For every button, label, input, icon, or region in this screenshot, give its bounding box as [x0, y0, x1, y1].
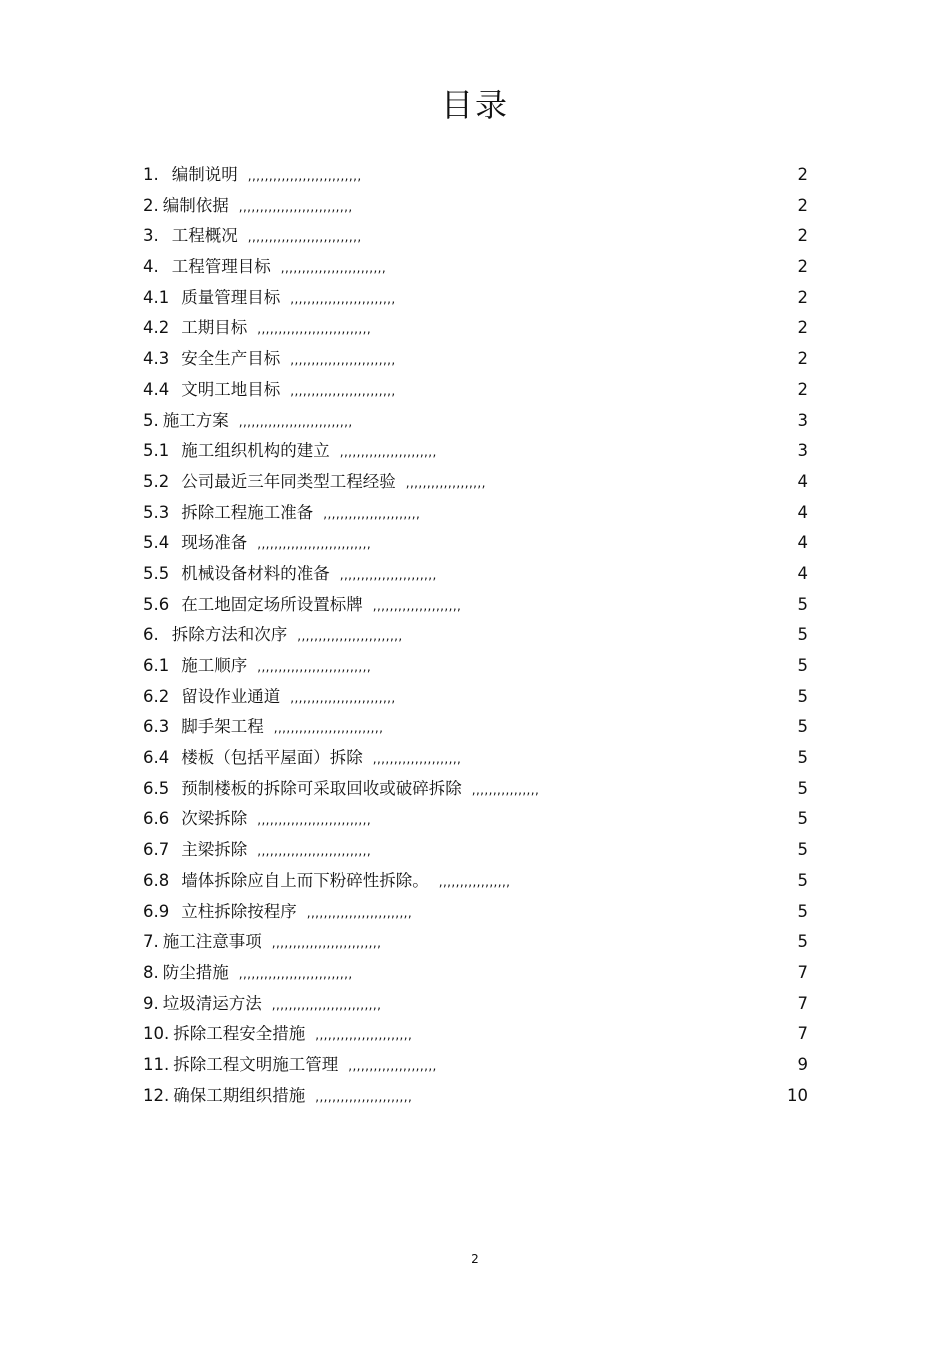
toc-entry-leader: ,,,,,,,,,,,,,,,,,,,,,,,,,,,: [247, 230, 362, 245]
toc-entry-number: 12.: [143, 1085, 170, 1105]
toc-entry-page: 4: [797, 533, 808, 553]
toc-entry-title: 楼板（包括平屋面）拆除: [181, 748, 363, 768]
toc-entry-leader: ,,,,,,,,,,,,,,,,,,,,,,,,,,,: [257, 322, 372, 337]
toc-entry-number: 6.6: [143, 809, 170, 829]
toc-entry-page: 5: [797, 901, 808, 921]
toc-entry-leader: ,,,,,,,,,,,,,,,,,,,,,,,,,,,: [238, 414, 353, 429]
toc-entry-leader: ,,,,,,,,,,,,,,,,,,,,,,,,,: [290, 353, 396, 368]
toc-entry[interactable]: [143, 712, 808, 743]
toc-entry-title: 工期目标: [181, 318, 248, 338]
toc-entry-page: 5: [797, 594, 808, 614]
toc-entry-number: 4.1: [143, 287, 170, 307]
toc-entry[interactable]: [143, 1050, 808, 1081]
toc-entry-title: 文明工地目标: [181, 379, 281, 399]
toc-entry-number: 6.8: [143, 870, 170, 890]
toc-entry-title: 公司最近三年同类型工程经验: [181, 471, 396, 491]
toc-entry-title: 立柱拆除按程序: [181, 901, 297, 921]
toc-entry[interactable]: [143, 160, 808, 191]
toc-entry-page: 5: [797, 717, 808, 737]
toc-entry-title: 施工方案: [162, 410, 229, 430]
toc-entry-page: 9: [797, 1054, 808, 1074]
toc-entry-number: 6.2: [143, 686, 170, 706]
toc-entry[interactable]: [143, 927, 808, 958]
toc-entry[interactable]: [143, 774, 808, 805]
toc-entry-leader: ,,,,,,,,,,,,,,,,,,,,,,,: [339, 567, 437, 582]
toc-entry-leader: ,,,,,,,,,,,,,,,,,,,,,,,,,: [306, 905, 413, 920]
toc-entry-page: 4: [797, 563, 808, 583]
toc-entry-title: 次梁拆除: [181, 809, 248, 829]
toc-entry-number: 6.7: [143, 840, 170, 860]
toc-entry-title: 编制说明: [171, 165, 238, 184]
toc-entry-page: 5: [797, 656, 808, 675]
toc-entry-page: 5: [797, 870, 808, 890]
toc-entry-number: 9.: [143, 993, 159, 1013]
toc-entry-leader: ,,,,,,,,,,,,,,,,,,,,,,,,,: [290, 383, 396, 398]
toc-entry-page: 5: [797, 809, 808, 829]
toc-entry-page: 3: [797, 410, 808, 430]
toc-entry-number: 5.1: [143, 441, 170, 461]
toc-entry[interactable]: [143, 221, 808, 252]
toc-entry-number: 6.9: [143, 901, 170, 921]
toc-entry[interactable]: [143, 835, 808, 866]
toc-entry-leader: ,,,,,,,,,,,,,,,,,,,,,: [348, 1058, 437, 1073]
toc-entry[interactable]: [143, 620, 808, 651]
toc-entry-leader: ,,,,,,,,,,,,,,,,,,,,,,,: [339, 445, 437, 460]
toc-entry[interactable]: [143, 1019, 808, 1050]
toc-entry-leader: ,,,,,,,,,,,,,,,,: [471, 782, 540, 797]
toc-entry-number: 11.: [143, 1054, 170, 1074]
toc-entry-page: 4: [797, 502, 808, 522]
toc-entry-leader: ,,,,,,,,,,,,,,,,,,,,,,,,,,: [271, 936, 382, 951]
toc-entry-title: 在工地固定场所设置标牌: [181, 594, 363, 614]
toc-entry-number: 6.: [143, 625, 159, 645]
toc-entry-title: 防尘措施: [162, 962, 229, 982]
toc-entry-number: 4.3: [143, 349, 170, 369]
toc-entry-title: 施工顺序: [181, 656, 248, 675]
toc-entry-title: 墙体拆除应自上而下粉碎性拆除。: [181, 870, 429, 890]
toc-entry-title: 确保工期组织措施: [173, 1085, 306, 1105]
toc-entry[interactable]: [143, 436, 808, 467]
toc-entry[interactable]: [143, 866, 808, 897]
toc-entry-number: 5.4: [143, 533, 170, 553]
toc-entry-leader: ,,,,,,,,,,,,,,,,,: [438, 874, 511, 889]
toc-entry-page: 2: [797, 195, 808, 215]
toc-entry-number: 5.2: [143, 471, 170, 491]
toc-entry-page: 2: [797, 379, 808, 399]
toc-entry-leader: ,,,,,,,,,,,,,,,,,,,,,,,,,: [297, 629, 403, 644]
toc-entry[interactable]: [143, 989, 808, 1020]
toc-entry-page: 7: [797, 1024, 808, 1044]
toc-entry-title: 质量管理目标: [181, 287, 281, 307]
toc-entry-leader: ,,,,,,,,,,,,,,,,,,,,,: [372, 752, 462, 767]
toc-entry[interactable]: [143, 804, 808, 835]
toc-entry-leader: ,,,,,,,,,,,,,,,,,,,: [405, 475, 486, 490]
toc-entry-leader: ,,,,,,,,,,,,,,,,,,,,,,,,,,,: [257, 537, 372, 552]
toc-entry-number: 6.4: [143, 748, 170, 768]
toc-entry-page: 7: [797, 962, 808, 982]
toc-entry-title: 施工组织机构的建立: [181, 441, 330, 461]
page-number: 2: [471, 1252, 479, 1266]
toc-entry-page: 5: [797, 840, 808, 860]
toc-entry-page: 2: [797, 349, 808, 369]
toc-entry[interactable]: [143, 897, 808, 928]
toc-entry[interactable]: [143, 191, 808, 222]
toc-entry-title: 工程管理目标: [171, 257, 271, 277]
toc-entry-leader: ,,,,,,,,,,,,,,,,,,,,,,,,,,: [271, 997, 382, 1012]
toc-entry-page: 10: [787, 1085, 808, 1105]
toc-entry-title: 安全生产目标: [181, 349, 281, 369]
toc-entry-page: 2: [797, 318, 808, 338]
toc-entry-number: 5.3: [143, 502, 170, 522]
toc-entry[interactable]: [143, 252, 808, 283]
toc-entry-title: 编制依据: [162, 195, 229, 215]
toc-entry-page: 2: [797, 165, 808, 184]
toc-entry-number: 4.4: [143, 379, 170, 399]
toc-entry-leader: ,,,,,,,,,,,,,,,,,,,,,,,,,,,: [238, 199, 353, 214]
toc-entry-page: 5: [797, 686, 808, 706]
toc-entry-number: 5.5: [143, 563, 170, 583]
page-title: 目录: [440, 86, 509, 124]
toc-entry[interactable]: [143, 682, 808, 713]
toc-entry-title: 工程概况: [171, 226, 238, 246]
toc-entry-leader: ,,,,,,,,,,,,,,,,,,,,,,,,,,: [273, 721, 384, 736]
toc-entry-title: 拆除工程施工准备: [181, 502, 314, 522]
toc-entry-leader: ,,,,,,,,,,,,,,,,,,,,,,,,,,,: [247, 169, 362, 183]
toc-entry-leader: ,,,,,,,,,,,,,,,,,,,,,,,,,,,: [238, 966, 353, 981]
toc-entry-page: 5: [797, 778, 808, 798]
toc-entry-leader: ,,,,,,,,,,,,,,,,,,,,,: [372, 598, 462, 613]
toc-entry-leader: ,,,,,,,,,,,,,,,,,,,,,,,,,: [290, 291, 396, 306]
toc-entry[interactable]: [143, 467, 808, 498]
toc-entry-leader: ,,,,,,,,,,,,,,,,,,,,,,,: [323, 506, 421, 521]
toc-entry-leader: ,,,,,,,,,,,,,,,,,,,,,,,,,,,: [257, 813, 372, 828]
toc-entry-number: 5.6: [143, 594, 170, 614]
toc-entry[interactable]: [143, 590, 808, 621]
toc-entry-number: 4.2: [143, 318, 170, 338]
toc-entry-title: 主梁拆除: [181, 840, 248, 860]
toc-entry-number: 1.: [143, 165, 159, 184]
toc-entry-number: 10.: [143, 1024, 170, 1044]
toc-entry-number: 5.: [143, 410, 159, 430]
toc-entry[interactable]: [143, 313, 808, 344]
toc-entry[interactable]: [143, 528, 808, 559]
toc-entry-page: 2: [797, 287, 808, 307]
toc-entry[interactable]: [143, 498, 808, 529]
toc-entry-title: 机械设备材料的准备: [181, 563, 330, 583]
toc-entry-page: 2: [797, 257, 808, 277]
toc-entry-number: 3.: [143, 226, 159, 246]
toc-entry-title: 留设作业通道: [181, 686, 281, 706]
toc-entry-number: 6.5: [143, 778, 170, 798]
toc-entry-number: 8.: [143, 962, 159, 982]
toc-entry-title: 预制楼板的拆除可采取回收或破碎拆除: [181, 778, 462, 798]
toc-entry[interactable]: [143, 559, 808, 590]
toc-entry[interactable]: [143, 743, 808, 774]
toc-entry-title: 施工注意事项: [162, 932, 262, 952]
toc-entry-title: 脚手架工程: [181, 717, 264, 737]
toc-entry-title: 拆除工程文明施工管理: [173, 1054, 339, 1074]
toc-entry-title: 垃圾清运方法: [162, 993, 262, 1013]
toc-entry-leader: ,,,,,,,,,,,,,,,,,,,,,,,,,,,: [257, 844, 372, 859]
toc-entry-leader: ,,,,,,,,,,,,,,,,,,,,,,,,,: [290, 690, 396, 705]
toc-entry-number: 4.: [143, 257, 159, 277]
toc-entry[interactable]: [143, 406, 808, 437]
toc-entry-page: 2: [797, 226, 808, 246]
toc-entry-page: 5: [797, 932, 808, 952]
toc-entry[interactable]: [143, 1081, 808, 1112]
toc-entry-page: 5: [797, 625, 808, 645]
table-of-contents: [143, 160, 808, 1111]
toc-entry-title: 现场准备: [181, 533, 248, 553]
toc-entry-leader: ,,,,,,,,,,,,,,,,,,,,,,,: [315, 1028, 413, 1043]
toc-entry-leader: ,,,,,,,,,,,,,,,,,,,,,,,,,,,: [257, 660, 372, 674]
toc-entry[interactable]: [143, 958, 808, 989]
toc-entry-number: 6.3: [143, 717, 170, 737]
toc-entry[interactable]: [143, 651, 808, 682]
toc-entry[interactable]: [143, 344, 808, 375]
toc-entry-leader: ,,,,,,,,,,,,,,,,,,,,,,,: [315, 1089, 413, 1104]
toc-entry-number: 7.: [143, 932, 159, 952]
toc-entry-number: 2.: [143, 195, 159, 215]
toc-entry-page: 7: [797, 993, 808, 1013]
toc-entry[interactable]: [143, 375, 808, 406]
toc-entry-leader: ,,,,,,,,,,,,,,,,,,,,,,,,,: [280, 261, 387, 276]
toc-entry-page: 5: [797, 748, 808, 768]
toc-entry-page: 3: [797, 441, 808, 461]
toc-entry-number: 6.1: [143, 656, 170, 675]
toc-entry-title: 拆除方法和次序: [171, 625, 288, 645]
toc-entry-title: 拆除工程安全措施: [173, 1024, 306, 1044]
toc-entry[interactable]: [143, 283, 808, 314]
toc-entry-page: 4: [797, 471, 808, 491]
